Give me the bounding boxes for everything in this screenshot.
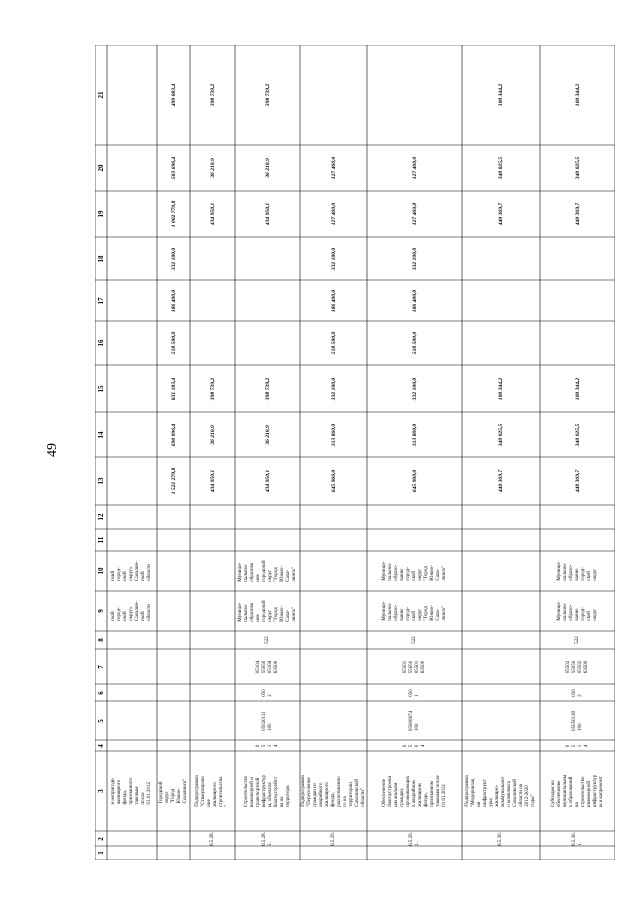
cell-text: 440 369,7 (574, 469, 581, 493)
table-cell-c3 (540, 751, 615, 831)
table-cell-c14 (190, 412, 235, 457)
cell-text: Муници- пальное образова ние городской округ "Город Южно- Саха- линск" (237, 600, 297, 622)
cell-text: Муници- пальное образо- вание город- ской округ (556, 561, 598, 581)
header-cell (95, 551, 107, 591)
cell-text: 050 2 (571, 688, 583, 697)
table-cell-c21 (157, 45, 190, 145)
table-cell-c3 (235, 751, 300, 831)
header-cell (95, 191, 107, 237)
cell-text: 831 183,4 (170, 377, 177, 400)
header-cell (95, 365, 107, 412)
header-cell (95, 751, 107, 831)
cell-text: 36 210,9 (209, 158, 216, 178)
table-cell-c6 (235, 684, 300, 701)
cell-text: 522 (264, 636, 270, 644)
budget-table (95, 45, 615, 860)
cell-text: Муници- пальное образо- вание город- ской округ "Город Южно- Саха- линск" (381, 601, 447, 621)
header-cell (95, 321, 107, 365)
cell-text: ской город- ской округ» Сахалин- ской области (111, 601, 152, 621)
cell-text: 36 210,9 (264, 424, 271, 445)
cell-text: 518 500,0 (411, 331, 418, 355)
cell-text: 440 369,7 (574, 202, 581, 226)
cell-text: 645 960,0 (411, 469, 418, 493)
table-cell-c20 (540, 145, 615, 191)
cell-text: 36 210,9 (209, 424, 216, 445)
cell-text: 440 369,7 (498, 469, 504, 493)
table-cell-c21 (190, 45, 235, 145)
cell-text: ский город- ской округ» Сахалин- ской области (111, 561, 152, 581)
table-cell-c14 (300, 412, 367, 457)
table-cell-c13 (540, 457, 615, 505)
table-cell-c5 (235, 701, 300, 740)
table-cell-c8 (540, 631, 615, 649)
table-cell-c15 (540, 365, 615, 412)
cell-text: 332 100,0 (170, 247, 177, 270)
table-cell-c16 (157, 321, 190, 365)
table-cell-c5 (367, 701, 462, 740)
cell-text: 14 (97, 431, 105, 438)
table-cell-c6 (367, 684, 462, 701)
cell-text: 36 210,9 (264, 158, 271, 178)
cell-text: Субсидия на обеспечение муниципальны х образований на строительство инженерной инфраструктур ы и капремонт (550, 774, 604, 808)
cell-text: Муници- пальное образо- вание город- ской округ "Город Южно- Саха- линск" (381, 561, 447, 581)
header-cell (95, 649, 107, 684)
table-cell-c13 (190, 457, 235, 505)
table-cell-c21 (462, 45, 540, 145)
header-cell (95, 457, 107, 505)
table-cell-c14 (462, 412, 540, 457)
cell-text: 127 460,0 (330, 202, 337, 226)
table-cell-c15 (300, 365, 367, 412)
table-cell-c3 (107, 751, 157, 831)
table-cell-c19 (157, 191, 190, 237)
cell-text: 11 (97, 536, 105, 544)
table-cell-c10 (540, 551, 615, 591)
cell-text: 2 (97, 836, 105, 841)
header-cell (95, 237, 107, 280)
cell-text: 127 460,0 (411, 202, 418, 226)
cell-text: 19 (97, 210, 105, 218)
header-cell (95, 145, 107, 191)
cell-text: Подпрограмма "Переселение граждан из аварийного жилищного фонда, расположенно го на территории Сахалинской области" (300, 775, 366, 807)
cell-text: 100 344,2 (498, 377, 504, 400)
cell-text: 21 (97, 91, 105, 99)
table-cell-c2 (540, 831, 615, 846)
header-cell (95, 684, 107, 701)
table-cell-c16 (300, 321, 367, 365)
cell-text: 05020111 100 (261, 710, 273, 731)
cell-text: Муници- пальное образо- вание город- ской округ (556, 601, 598, 621)
table-cells (95, 45, 615, 860)
cell-text: 499 083,4 (170, 83, 177, 107)
cell-text: 1 (97, 851, 105, 855)
page-number: 49 (45, 443, 60, 457)
cell-text: 434 950,1 (264, 469, 271, 493)
table-cell-c14 (157, 412, 190, 457)
table-cell-c15 (190, 365, 235, 412)
cell-text: Подпрограмма "Стимулирова ние жилищного строительства " (194, 775, 230, 807)
table-cell-c17 (300, 280, 367, 321)
cell-text: 5 (97, 718, 105, 723)
cell-text: 398 739,2 (264, 83, 271, 107)
table-cell-c18 (300, 237, 367, 280)
table-cell-c19 (367, 191, 462, 237)
cell-text: Городской округ "Город Южно- Сахалинск" (158, 778, 188, 804)
table-cell-c7 (235, 649, 300, 684)
table-cell-c3 (157, 751, 190, 831)
table-cell-c18 (367, 237, 462, 280)
table-cell-c4 (540, 740, 615, 751)
cell-text: Муници- пальное образова ние городской округ "Город Южно- Саха- линск" (237, 560, 297, 582)
cell-text: 05502 55050 05502 63500 (565, 660, 589, 673)
table-cell-c9 (235, 591, 300, 631)
table-cell-c13 (367, 457, 462, 505)
cell-text: 050 2 (261, 688, 273, 697)
table-cell-c3 (367, 751, 462, 831)
cell-text: 340 025,5 (574, 423, 581, 446)
cell-text: 4 (97, 743, 105, 748)
table-cell-c9 (367, 591, 462, 631)
table-cell-c2 (300, 831, 367, 846)
cell-text: 186 400,0 (170, 289, 177, 312)
table-cell-c20 (157, 145, 190, 191)
header-cell (95, 831, 107, 846)
table-cell-c19 (190, 191, 235, 237)
table-cell-c10 (367, 551, 462, 591)
table-cell-c6 (540, 684, 615, 701)
cell-text: 518 500,0 (330, 331, 337, 355)
table-cell-c2 (235, 831, 300, 846)
cell-text: Обеспечение благоустроенн ым жильем граждан, проживающих в аварийном жилищном фонде, признанном таковым после 01.01.2012 (381, 775, 447, 807)
cell-text: 127 460,0 (330, 156, 337, 180)
table-cell-c7 (540, 649, 615, 684)
table-cell-c15 (367, 365, 462, 412)
table-cell-c19 (300, 191, 367, 237)
table-cell-c13 (235, 457, 300, 505)
cell-text: 6.5.28. (209, 831, 215, 846)
cell-text: 6.5.30. (498, 831, 503, 846)
table-cell-c7 (367, 649, 462, 684)
cell-text: 20 (97, 164, 105, 172)
header-cell (95, 412, 107, 457)
table-cell-c20 (367, 145, 462, 191)
table-cell-c2 (367, 831, 462, 846)
table-cell-c4 (367, 740, 462, 751)
table-cell-c21 (540, 45, 615, 145)
header-cell (95, 591, 107, 631)
cell-text: 645 960,0 (330, 469, 337, 493)
table-cell-c3 (190, 751, 235, 831)
cell-text: 6.5.28. 1. (261, 831, 273, 846)
cell-text: 0 5 1 4 (255, 744, 279, 747)
cell-text: 332 100,0 (330, 377, 337, 400)
table-cell-c2 (190, 831, 235, 846)
table-cell-c16 (367, 321, 462, 365)
header-cell (95, 45, 107, 145)
cell-text: Подпрограмма "Модернизац ия инфраструкт уры жилищно- коммунальног о комплекса Сахалинской области на 2012-2020 годы" (465, 775, 536, 807)
table-cell-c13 (157, 457, 190, 505)
cell-text: 332 100,0 (411, 377, 418, 400)
table-cell-c9 (107, 591, 157, 631)
table-cell-c15 (235, 365, 300, 412)
cell-text: 05050118 100 (571, 710, 583, 731)
cell-text: 18 (97, 255, 105, 262)
table-cell-c13 (462, 457, 540, 505)
table-cell-c19 (462, 191, 540, 237)
table-cell-c10 (235, 551, 300, 591)
cell-text: 0 5 1 4 (565, 744, 589, 747)
cell-text: 522 (574, 636, 580, 644)
cell-text: 434 950,1 (209, 469, 216, 493)
cell-text: 15 (97, 385, 105, 392)
cell-text: 434 950,1 (264, 202, 271, 226)
table-cell-c20 (235, 145, 300, 191)
cell-text: 05501 55050 05501 63500 (402, 660, 426, 673)
table-cell-c21 (235, 45, 300, 145)
cell-text: и непригодн жилищного фонда, признанного таковым после 01.01.2012 (111, 777, 152, 805)
cell-text: 340 025,5 (498, 156, 504, 180)
cell-text: 05104 55050 05104 63500 (255, 660, 279, 673)
table-cell-c9 (540, 591, 615, 631)
header-cell (95, 280, 107, 321)
cell-text: 398 739,2 (209, 377, 216, 400)
table-cell-c14 (540, 412, 615, 457)
header-cell (95, 505, 107, 529)
cell-text: 6.5.29. (330, 831, 336, 846)
cell-text: 13 (97, 477, 105, 485)
cell-text: 6.5.30. 1. (571, 831, 583, 846)
cell-text: 10 (97, 567, 105, 575)
cell-text: 313 860,0 (411, 423, 418, 446)
cell-text: 100 344,2 (574, 83, 581, 107)
table-cell-c17 (157, 280, 190, 321)
table-cell-c3 (300, 751, 367, 831)
cell-text: 100 344,2 (574, 377, 581, 400)
table-cell-c20 (462, 145, 540, 191)
cell-text: 8 (97, 638, 105, 642)
cell-text: 332 100,0 (411, 247, 418, 270)
cell-text: 6 (97, 690, 105, 695)
cell-text: 100 344,2 (498, 83, 504, 107)
header-cell (95, 846, 107, 860)
header-cell (95, 529, 107, 551)
table-cell-c8 (367, 631, 462, 649)
table-cell-c18 (157, 237, 190, 280)
cell-text: 434 950,1 (209, 202, 216, 226)
cell-text: Строительство инженерной и транспортной инфраструктур ы, объектов благоустройст ва на территори (243, 775, 291, 808)
table-cell-c15 (157, 365, 190, 412)
cell-text: 16 (97, 339, 105, 347)
cell-text: 332 100,0 (330, 247, 337, 270)
cell-text: 7 (97, 664, 105, 669)
cell-text: 522 (411, 636, 417, 644)
cell-text: 398 739,2 (264, 377, 271, 400)
header-cell (95, 740, 107, 751)
table-cell-c2 (462, 831, 540, 846)
cell-text: 127 460,0 (411, 156, 418, 180)
cell-text: 0 5 0 4 (402, 744, 426, 747)
header-cell (95, 631, 107, 649)
table-cell-c20 (190, 145, 235, 191)
cell-text: 050 1 (408, 688, 420, 697)
cell-text: 6.5.29. 1. (408, 831, 420, 846)
header-cell (95, 701, 107, 740)
table-cell-c20 (300, 145, 367, 191)
cell-text: 340 025,5 (574, 156, 581, 180)
cell-text: 12 (97, 513, 105, 521)
cell-text: 17 (97, 297, 105, 304)
cell-text: 1 002 779,8 (170, 200, 177, 228)
cell-text: 440 369,7 (498, 202, 504, 226)
table-cell-c14 (367, 412, 462, 457)
table-cell-c3 (462, 751, 540, 831)
cell-text: 1 521 279,8 (170, 467, 177, 495)
cell-text: 518 500,0 (170, 331, 177, 355)
table-cell-c19 (235, 191, 300, 237)
table-cell-c10 (107, 551, 157, 591)
cell-text: 690 096,4 (170, 423, 177, 446)
cell-text: 398 739,2 (209, 83, 216, 107)
table-cell-c19 (540, 191, 615, 237)
table-cell-c5 (540, 701, 615, 740)
table-cell-c15 (462, 365, 540, 412)
table-cell-c13 (300, 457, 367, 505)
cell-text: 313 860,0 (330, 423, 337, 446)
cell-text: 05000674 100 (408, 710, 420, 731)
table-cell-c14 (235, 412, 300, 457)
cell-text: 503 696,4 (170, 156, 177, 180)
table-cell-c8 (235, 631, 300, 649)
cell-text: 3 (97, 789, 105, 793)
cell-text: 186 400,0 (411, 289, 418, 312)
cell-text: 9 (97, 609, 105, 613)
table-cell-c17 (367, 280, 462, 321)
cell-text: 340 025,5 (498, 423, 504, 446)
cell-text: 186 400,0 (330, 289, 337, 312)
table-cell-c4 (235, 740, 300, 751)
